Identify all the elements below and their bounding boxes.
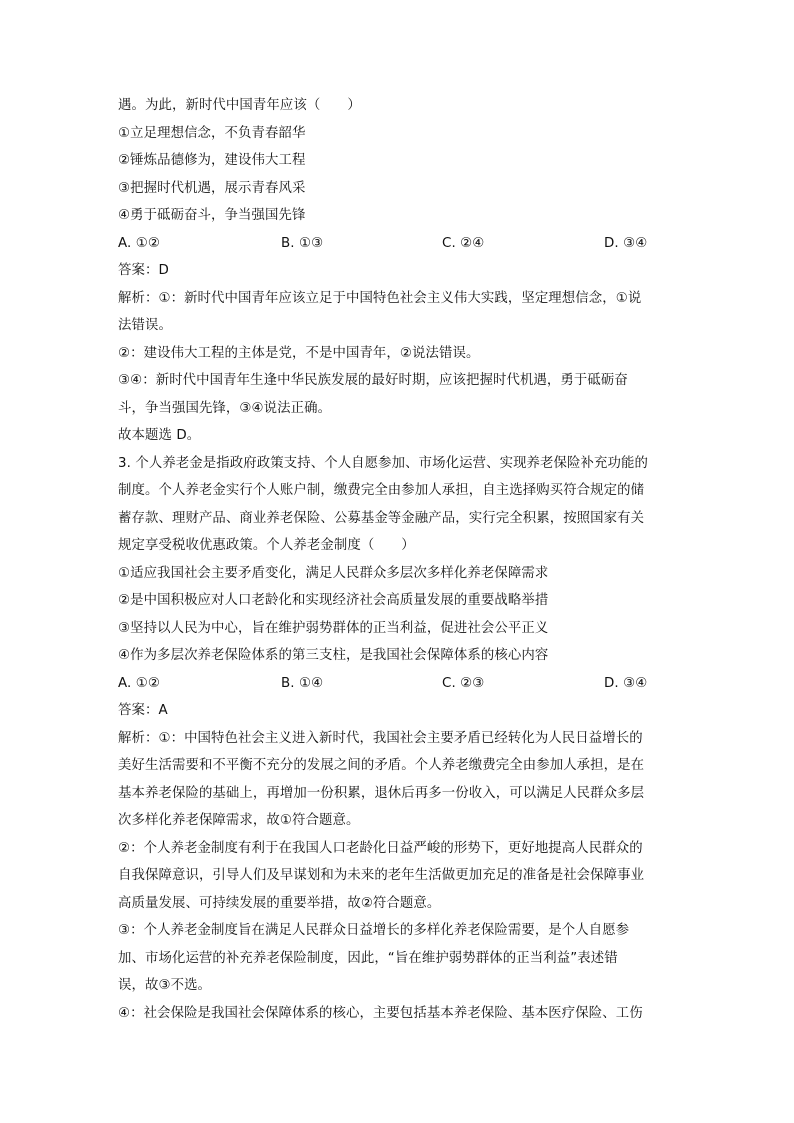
q3-analysis-line-11: ④：社会保险是我国社会保障体系的核心，主要包括基本养老保险、基本医疗保险、工伤 (118, 1005, 643, 1021)
q3-option-a: A. ①② (118, 675, 160, 691)
q3-analysis-line-6: 自我保障意识，引导人们及早谋划和为未来的老年生活做更加充足的准备是社会保障事业 (118, 868, 645, 883)
q2-answer: 答案：D (118, 263, 169, 278)
q3-options (118, 670, 678, 698)
q3-item-1: ①适应我国社会主要矛盾变化，满足人民群众多层次多样化养老保障需求 (118, 565, 549, 581)
q3-item-4: ④作为多层次养老保险体系的第三支柱，是我国社会保障体系的核心内容 (118, 648, 549, 663)
page-content (118, 92, 678, 1027)
q3-item-3: ③坚持以人民为中心，旨在维护弱势群体的正当利益，促进社会公平正义 (118, 620, 549, 636)
q2-item-1: ①立足理想信念，不负青春韶华 (118, 125, 306, 141)
q3-analysis-line-2: 美好生活需要和不平衡不充分的发展之间的矛盾。个人养老缴费完全由参加人承担，是在 (118, 758, 645, 773)
q2-analysis-line-2: 法错误。 (118, 318, 172, 333)
q2-analysis-line-6: 故本题选 D。 (118, 428, 201, 443)
q2-analysis-line-3: ②：建设伟大工程的主体是党，不是中国青年，②说法错误。 (118, 345, 480, 361)
q2-analysis-line-5: 斗，争当强国先锋，③④说法正确。 (118, 400, 332, 416)
q3-answer: 答案：A (118, 703, 168, 718)
q3-stem-line-2: 制度。个人养老金实行个人账户制，缴费完全由参加人承担，自主选择购买符合规定的储 (118, 483, 645, 498)
q3-analysis-line-4: 次多样化养老保障需求，故①符合题意。 (118, 813, 360, 828)
q3-option-b: B. ①④ (281, 675, 324, 691)
q3-option-c: C. ②③ (442, 675, 485, 691)
q3-analysis-line-7: 高质量发展、可持续发展的重要举措，故②符合题意。 (118, 895, 441, 911)
q2-item-3: ③把握时代机遇，展示青春风采 (118, 180, 306, 196)
q3-analysis-line-8: ③：个人养老金制度旨在满足人民群众日益增长的多样化养老保险需要，是个人自愿参 (118, 923, 630, 938)
q3-analysis-line-5: ②：个人养老金制度有利于在我国人口老龄化日益严峻的形势下，更好地提高人民群众的 (118, 840, 643, 856)
q2-option-b: B. ①③ (281, 235, 324, 251)
q3-stem-line-1: 3. 个人养老金是指政府政策支持、个人自愿参加、市场化运营、实现养老保险补充功能的 (118, 455, 648, 471)
q3-stem-line-4: 规定享受税收优惠政策。个人养老金制度（ ） (118, 538, 415, 553)
q2-analysis-line-4: ③④：新时代中国青年生逢中华民族发展的最好时期，应该把握时代机遇，勇于砥砺奋 (118, 373, 628, 388)
q3-stem-line-3: 蓄存款、理财产品、商业养老保险、公募基金等金融产品，实行完全积累，按照国家有关 (118, 510, 645, 526)
q2-item-4: ④勇于砥砺奋斗，争当强国先锋 (118, 208, 306, 223)
q3-item-2: ②是中国积极应对人口老龄化和实现经济社会高质量发展的重要战略举措 (118, 593, 549, 608)
q3-analysis-line-1: 解析：①：中国特色社会主义进入新时代，我国社会主要矛盾已经转化为人民日益增长的 (118, 730, 643, 746)
q2-item-2: ②锤炼品德修为，建设伟大工程 (118, 153, 306, 168)
q2-analysis-line-1: 解析：①：新时代中国青年应该立足于中国特色社会主义伟大实践，坚定理想信念，①说 (118, 290, 642, 306)
q3-analysis-line-10: 误，故③不选。 (118, 978, 212, 993)
q3-analysis-line-3: 基本养老保险的基础上，再增加一份积累，退休后再多一份收入，可以满足人民群众多层 (118, 785, 645, 801)
q3-option-d: D. ③④ (604, 675, 648, 691)
q3-analysis-line-9: 加、市场化运营的补充养老保险制度，因此，“旨在维护弱势群体的正当利益”表述错 (118, 950, 618, 966)
q2-option-a: A. ①② (118, 235, 160, 251)
q2-stem-tail: 遇。为此，新时代中国青年应该（ ） (118, 98, 361, 113)
q2-option-d: D. ③④ (604, 235, 648, 251)
q2-options (118, 230, 678, 258)
q2-option-c: C. ②④ (442, 235, 485, 251)
